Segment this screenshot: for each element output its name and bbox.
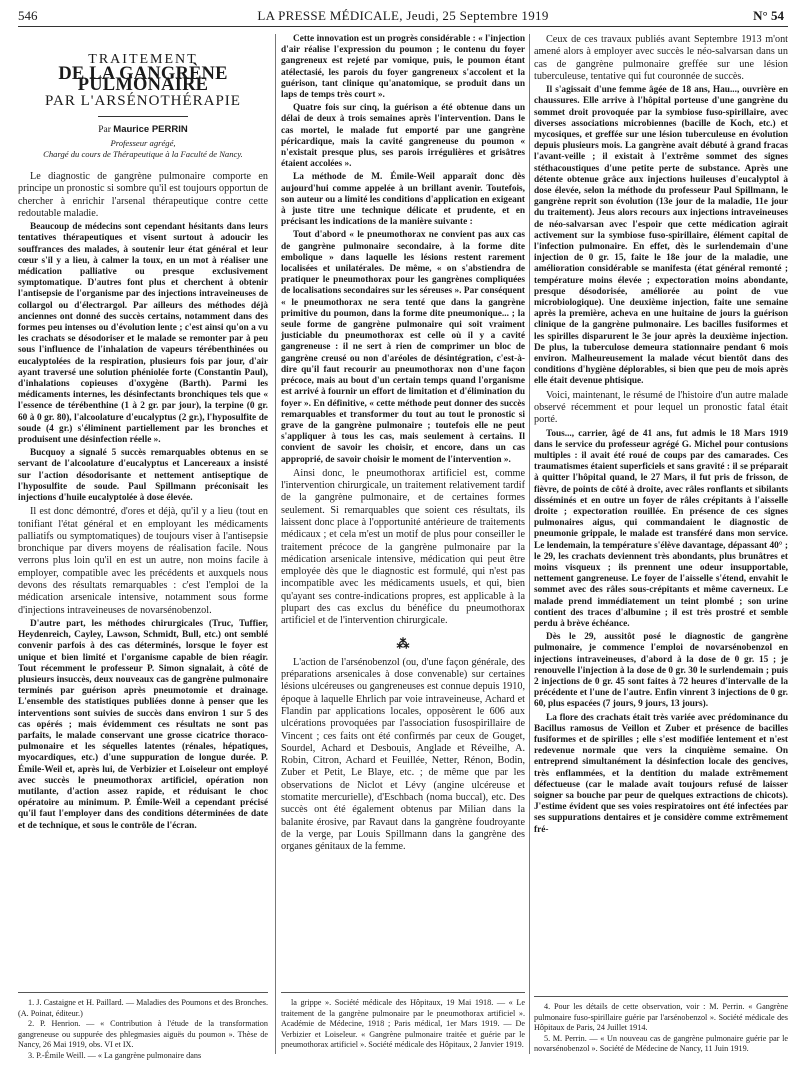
paragraph: Ainsi donc, le pneumothorax artificiel est, comme l'intervention chirurgicale, un traitement relativement tardif de la gangrène pulmonaire, et de certaines formes seulement. Si remarquables que soient ces résultats, ils laissent donc place à l'opportunité antérieure de traitements médicaux ; et cela m'est un motif de plus pour conseiller le traitement précoce de la gangrène pulmonaire par la médication arsenicale intensive, médication qui peut être employée dès que le diagnostic est formulé, qui n'est pas incompatible avec les médicaments usuels, et qui, bien qu'ayant ses contre-indications propres, est applicable à la plupart des cas exclus du bénéfice du pneumothorax artificiel et de l'intervention chirurgicale. xyxy=(281,467,525,627)
author-name: Maurice PERRIN xyxy=(113,123,188,135)
footnote: 3. P.-Émile Weill. — « La gangrène pulmonaire dans xyxy=(28,1050,202,1060)
paragraph: Dès le 29, aussitôt posé le diagnostic de gangrène pulmonaire, je commence l'emploi de novarsénobenzol en injections intraveineuses, d'abord à la dose de 0 gr. 15 ; je renouvelle l'injection à la dose de 0 gr. 30 le surlendemain ; puis 2 injections de 0 gr. 45 sont faites à 72 heures d'intervalle de la précédente et l'une de l'autre. Enfin vinrent 3 injections de 0 gr. 60, plus espacées (7 jours, 9 jours, 13 jours). xyxy=(534,632,788,710)
footnote: la grippe ». Société médicale des Hôpitaux, 19 Mai 1918. — « Le traitement de la gangrène pulmonaire par le pneumothorax artificiel ». Académie de Médecine, 1918 ; Paris médical, 1er Mars 1919. — De Verbizier et Loiseleur. « Gangrène pulmonaire traitée et guérie par le pneumothorax artificiel ». Société médicale des Hôpitaux, 2 Janvier 1919. xyxy=(281,998,525,1049)
footnote: 2. P. Henrion. — « Contribution à l'étude de la transformation gangreneuse ou suppurée des phlegmasies aiguës du poumon ». Thèse de Nancy, 26 Mai 1919, obs. VI et IX. xyxy=(18,1019,268,1049)
issue-number: N° 54 xyxy=(753,8,784,23)
page-header xyxy=(18,5,788,27)
journal-title: LA PRESSE MÉDICALE, Jeudi, 25 Septembre 1919 xyxy=(257,8,549,23)
paragraph: Il s'agissait d'une femme âgée de 18 ans, Hau..., ouvrière en chaussures. Elle arrive à l'hôpital porteuse d'une gangrène du sommet droit provoquée par la symbiose fuso-spirillaire, avec diverses associations microbiennes (bacille de Koch, etc.) et mycosiques, et greffée sur une lésion tuberculeuse en évolution depuis plusieurs mois. La gangrène avait débuté à grand fracas l'avant-veille ; il existait à l'extrême sommet des signes stéthacoustiques d'une petite perte de substance. Après une détente obtenue grâce aux injections huileuses d'eucalyptol à dose élevée, selon la méthode du professeur Paul Spillmann, le gangrène reprit son évolution (13e jour de la maladie, 11e jour du traitement). Jeus alors recours aux injections intraveineuses de néo-salvarsan avec l'espoir que cette médication agirait activement sur la symbiose fuso-spirillaire, élément capital de l'infection pulmonaire. En effet, dès le surlendemain d'une injection de 0 gr. 15, faite le 18e jour de la maladie, une amélioration considérable se manifesta (état général remonté ; température moins élevée ; expectoration moins abondante, presque désodorisée, améliorée au point de vue microbiologique). Une deuxième injection, faite une semaine après la première, acheva en une huitaine de jours la guérison clinique de la gangrène pulmonaire. Les bacilles fusiformes et les spirilles disparurent le 3e jour après la deuxième injection. De plus, la tuberculose demeura stationnaire pendant 6 mois environ. Malheureusement la malade vécut bientôt dans des conditions d'hygiène déplorables, si bien que peu de mois après elle était devenue phtisique. xyxy=(534,85,788,387)
column-1 xyxy=(18,34,268,834)
paragraph: Quatre fois sur cinq, la guérison a été obtenue dans un délai de deux à trois semaines après l'intervention. Dans le cas mortel, le malade fut emporté par une gangrène péricardique, mais la cavité gangreneuse du poumon « n'existait presque plus, ses parois irrégulières et grisâtres étaient accolées ». xyxy=(281,103,525,170)
author-prefix: Par xyxy=(98,124,111,135)
footnote: 1. J. Castaigne et H. Paillard. — Maladies des Poumons et des Bronches. (A. Poinat, éditeur.) xyxy=(18,998,268,1018)
footnote: 5. M. Perrin. — « Un nouveau cas de gangrène pulmonaire guérie par le novarsénobenzol ». Société de Médecine de Nancy, 11 Juin 1919. xyxy=(534,1033,788,1053)
column-3 xyxy=(534,34,788,838)
footnotes-column-1 xyxy=(18,992,268,1061)
footnotes-column-2 xyxy=(281,992,525,1051)
title-rule xyxy=(98,116,188,117)
paragraph: Beaucoup de médecins sont cependant hésitants dans leurs tentatives thérapeutiques et visent surtout à adoucir les souffrances des malades, à soutenir leur état général et leur cœur s'il y a lieu, à calmer la toux, en un mot à réaliser une médication palliative ou presque exclusivement symptomatique. D'autres font plus et cherchent à obtenir l'antisepsie de l'organisme par des injections intraveineuses de collargol ou d'électrargol. Par ailleurs des méthodes déjà anciennes ont donné des succès certains, notamment dans des formes peu intenses ou d'évolution lente ; c'est ainsi qu'on a vu les crachats se désodoriser et le malade se remonter par à peu sous l'influence de l'inhalation de vapeurs térébenthinées ou eucalyptolées de la respiration, plusieurs fois par jour, d'air ayant traversé une solution phéniolée forte (Constantin Paul), d'inhalations copieuses d'oxygène (Barth). Parmi les médicaments internes, les désinfectants bronchiques tels que « l'essence de térébenthine (1 à 2 gr. par jour), la terpine (0 gr. 60 à 0 gr. 80), l'alcoolature d'eucalyptus (2 gr.), l'hyposulfite de soude (4 gr.) s'éliminent partiellement par les bronches et produisent une désinfection réelle ». xyxy=(18,222,268,446)
article-byline xyxy=(18,124,268,136)
paragraph: Ceux de ces travaux publiés avant Septembre 1913 m'ont amené alors à employer avec succès le néo-salvarsan dans un cas de gangrène pulmonaire greffée sur une lésion tuberculeuse, tentative qui fut couronnée de succès. xyxy=(534,34,788,82)
paragraph: La flore des crachats était très variée avec prédominance du Bacillus ramosus de Veillon et Zuber et présence de bacilles fusiformes et de spirilles ; elle s'est modifiée lentement et n'est redevenue normale que vers la cinquième semaine. On entreprend simultanément la désinfection locale des gencives, très enflammées, et la dentition du malade extrêmement défectueuse (car le malade avait toujours refusé de laisser soigner sa bouche par peur de quelques extractions de chicots). J'estime évident que ses voies respiratoires ont été infectées par ses suppurations dentaires et je considère comme extrêmement fré- xyxy=(534,712,788,835)
paragraph: D'autre part, les méthodes chirurgicales (Truc, Tuffier, Heydenreich, Cayley, Lawson, Schmidt, Bull, etc.) ont semblé convenir parfois à des cas déterminés, lorsque le foyer est unique et bien limité et l'organisme capable de bien réagir. Tout récemment le professeur P. Simon signalait, à côté de plusieurs insuccès, deux nouveaux cas de gangrène pulmonaire terminés par guérison après pneumotomie et drainage. L'ensemble des statistiques publiées donne à penser que les interventions sont suivies de succès dans environ 1 sur 5 des cas opérés ; mais évidemment ces résultats ne sont pas parfaits, le malade conservant une grosse cicatrice thoraco-pulmonaire et les séquelles latentes (rénales, hépatiques, myocardiques, etc.) d'une suppuration de longue durée. P. Émile-Weil et, après lui, de Verbizier et Loiseleur ont employé avec succès le pneumothorax artificiel, opération non mutilante, d'action assez rapide, et réduisant le choc opératoire au minimum. P. Émile-Weil a cependant précisé qu'il faut l'employer dans des conditions déterminées de date et de technique, et sous le contrôle de l'écran. xyxy=(18,618,268,831)
footnote: 4. Pour les détails de cette observation, voir : M. Perrin. « Gangrène pulmonaire fuso-spirillaire guérie par l'arsénobenzol ». Société médicale des Hôpitaux de Paris, 24 Juillet 1914. xyxy=(534,1002,788,1032)
article-title: DE LA GANGRÈNE PULMONAIRE xyxy=(58,64,228,96)
paragraph: L'action de l'arsénobenzol (ou, d'une façon générale, des préparations arsenicales à dose convenable) sur certaines lésions ulcéreuses ou gangreneuses est connue depuis 1910, époque à laquelle Ehrlich par voie intraveineuse, Achard et Flandin par applications locales, opposèrent le 606 aux ulcérations provoquées par l'association fusospirillaire de Vincent ; ces faits ont été confirmés par ceux de Gouget, Sourdel, Achard et Desbouis, Anglade et Réveilhe, A. Robin, Citron, Achard et Feuillée, Netter, Rénon, Bodin, Zuber et Petit, Le Blaye, etc. ; de même que par les observations de Niclot et Lévy (angine ulcéreuse et stomatite mercurielle), d'Eschbach (noma buccal), etc. Des succès ont été également obtenus par Milian dans la balanite érosive, par Ravaut dans la gangrène foudroyante de la verge, par Louis Spillmann dans la gangrène des organes génitaux de la femme. xyxy=(281,656,525,853)
paragraph: Voici, maintenant, le résumé de l'histoire d'un autre malade observé récemment et pour lequel un pronostic fatal était porté. xyxy=(534,389,788,426)
column-divider xyxy=(275,34,276,1054)
paragraph: Bucquoy a signalé 5 succès remarquables obtenus en se servant de l'alcoolature d'eucalyptus et Lancereaux a insisté sur l'action désodorisante et nettement antiseptique de l'hyposulfite de soude. Paul Spillmann préconisait les injections d'huile eucalyptolée à dose élevée. xyxy=(18,448,268,504)
column-2 xyxy=(281,34,525,856)
article-subtitle: PAR L'ARSÉNOTHÉRAPIE xyxy=(45,92,241,109)
paragraph: Le diagnostic de gangrène pulmonaire comporte en principe un pronostic si sombre qu'il est toujours opportun de chercher à enrichir l'arsenal thérapeutique contre cette redoutable maladie. xyxy=(18,171,268,219)
author-role: Professeur agrégé, xyxy=(110,138,176,149)
author-affiliation: Chargé du cours de Thérapeutique à la Faculté de Nancy. xyxy=(43,148,243,159)
footnotes-column-3 xyxy=(534,996,788,1055)
paragraph: Cette innovation est un progrès considérable : « l'injection d'air réalise l'expression du poumon ; le contenu du foyer gangreneux est rejeté par vomique, puis, le poumon étant atélectasié, les parois du foyer gangreneux s'accolent et la guérison, tant clinique qu'anatomique, se produit dans un laps de temps très court ». xyxy=(281,34,525,101)
paragraph: Il est donc démontré, d'ores et déjà, qu'il y a lieu (tout en tonifiant l'état général et en employant les médicaments palliatifs ou symptomatiques) de toujours viser à l'antisepsie bronchique par divers moyens de réalisation facile. Nous verrons plus loin qu'il en est un autre, non moins facile à employer, compatible avec les précédents et auxquels nous devons des résultats remarquables : c'est l'emploi de la médication arsenicale intensive, notamment sous forme d'injections intraveineuses de novarsénobenzol. xyxy=(18,506,268,616)
column-divider xyxy=(529,34,530,1054)
section-asterism: ⁂ xyxy=(396,635,410,651)
article-kicker: TRAITEMENT xyxy=(88,52,198,67)
paragraph: La méthode de M. Émile-Weil apparaît donc dès aujourd'hui comme appelée à un brillant avenir. Toutefois, son auteur ou a limité les conditions d'application en exigeant à juste titre une technique délicate et prudente, et en précisant les indications de la manière suivante : xyxy=(281,172,525,228)
page-number: 546 xyxy=(18,8,38,23)
paragraph: Tous..., carrier, âgé de 41 ans, fut admis le 18 Mars 1919 dans le service du professeur agrégé G. Michel pour contusions multiples : il avait été roué de coups par des camarades. Ces traumatismes étaient superficiels et sans gravité : il se préparait à quitter l'hôpital quand, le 27 Mars, il fut pris de frisson, de fièvre, de points de côté à droite, avec râles ronflants et sibilants disséminés et en outre un foyer de râles crépitants à l'aisselle droite ; expectoration rouillée. En présence de ces signes pulmonaires aigus, qui commandaient le diagnostic de pneumonie grippale, le malade est transféré dans mon service. Le lendemain, la température s'élève davantage, dépassant 40° ; le 29, les crachats deviennent très abondants, plus brunâtres et moins visqueux ; ils prennent une odeur insupportable, nettement gangreneuse. Le foyer de l'aisselle s'étend, envahit le sommet avec des râles sous-crépitants et même caverneux. Le malade prend immédiatement un teint plombé ; son urine contient des traces d'albumine ; il est très prostré et semble perdu à brève échéance. xyxy=(534,428,788,630)
paragraph: Tout d'abord « le pneumothorax ne convient pas aux cas de gangrène pulmonaire secondaire, à la forme dite embolique » dans laquelle les lésions restent rarement localisées et unilatérales. De même, « on s'abstiendra de pratiquer le pneumothorax pour les gangrènes compliquées de localisations secondaires sur les séreuses ». Par conséquent « le pneumothorax ne sera tenté que dans la gangrène primitive du poumon, dans la forme dite pneumonique... ; la seule forme de gangrène pulmonaire qui soit vraiment justiciable du pneumothorax est celle où il y a cavité gangreneuse : il ne sert à rien de comprimer un bloc de gangrène creusé ou non d'aréoles de désintégration, c'est-à-dire qu'il faut recourir au pneumothorax non d'une façon précoce, mais au bout d'un certain temps quand l'organisme est arrivé à fournir un effort de limitation et d'élimination du foyer ». En définitive, « cette méthode peut donner des succès remarquables et transformer du tout au tout le pronostic si grave de la gangrène pulmonaire ; toutefois elle ne peut s'appliquer à tous les cas, mais seulement à certains. Il convient de savoir les choisir, et encore, dans un cas approprié, de savoir choisir le moment de l'intervention ». xyxy=(281,230,525,465)
